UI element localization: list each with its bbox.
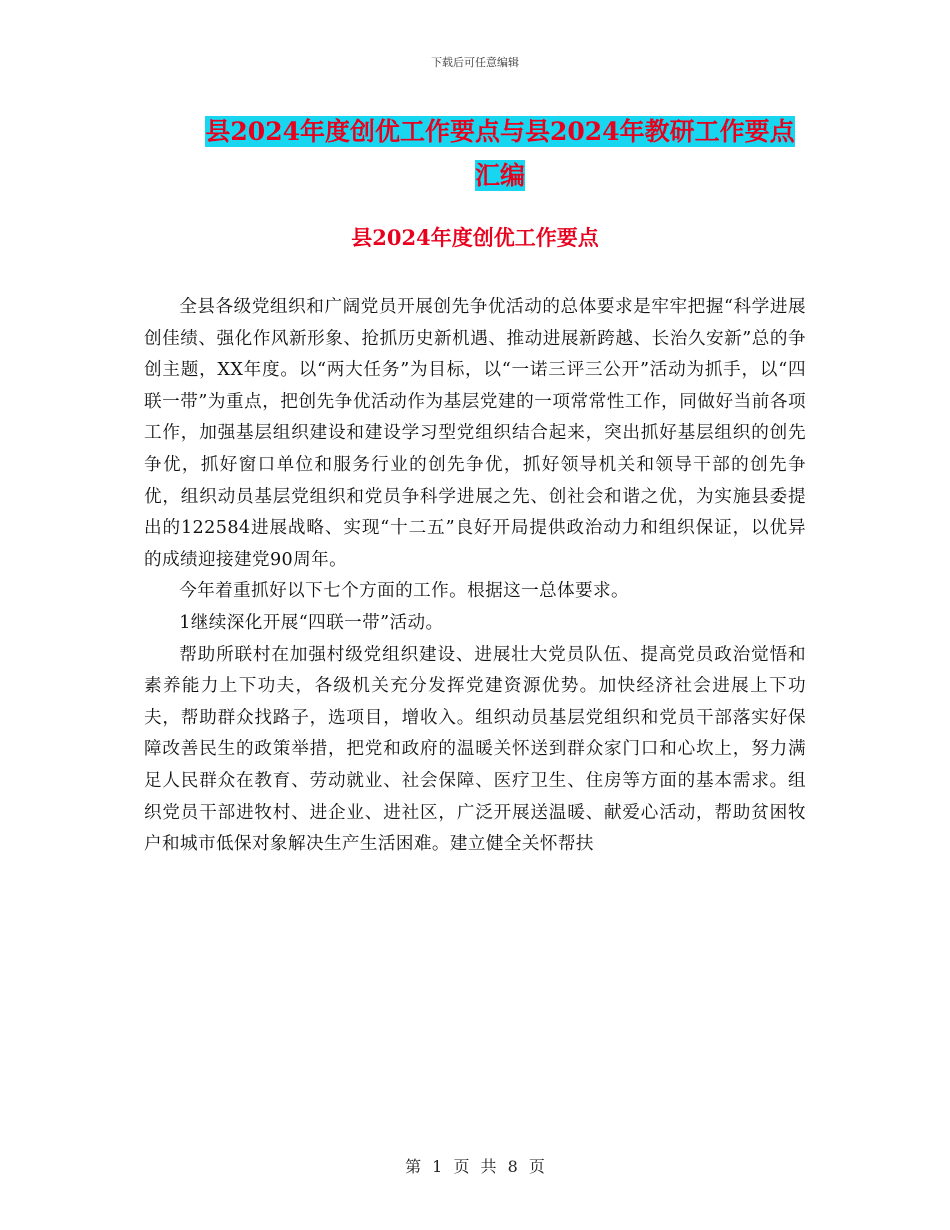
paragraph: 1继续深化开展“四联一带”活动。 (179, 612, 444, 633)
paragraph: 帮助所联村在加强村级党组织建设、进展壮大党员队伍、提高党员政治觉悟和素养能力上下功夫，各级机关充分发挥党建资源优势。加快经济社会进展上下功夫，帮助群众找路子，选项目，增收入。组织动员基层党组织和党员干部落实好保障改善民生的政策举措，把党和政府的温暖关怀送到群众家门口和心坎上，努力满足人民群众在教育、劳动就业、社会保障、医疗卫生、住房等方面的基本需求。组织党员干部进牧村、进企业、进社区，广泛开展送温暖、献爱心活动，帮助贫困牧户和城市低保对象解决生产生活困难。建立健全关怀帮扶 (144, 644, 806, 855)
document-title-line-1: 县2024年度创优工作要点与县2024年教研工作要点 (205, 117, 795, 146)
page-header-note: 下载后可任意编辑 (431, 56, 519, 69)
section-title: 县2024年度创优工作要点 (351, 225, 599, 250)
paragraph: 今年着重抓好以下七个方面的工作。根据这一总体要求。 (179, 581, 630, 602)
paragraph: 全县各级党组织和广阔党员开展创先争优活动的总体要求是牢牢把握“科学进展创佳绩、强化作风新形象、抢抓历史新机遇、推动进展新跨越、长治久安新”总的争创主题，XX年度。以“两大任务”为目标，以“一诺三评三公开”活动为抓手，以“四联一带”为重点，把创先争优活动作为基层党建的一项常常性工作，同做好当前各项工作，加强基层组织建设和建设学习型党组织结合起来，突出抓好基层组织的创先争优，抓好窗口单位和服务行业的创先争优，抓好领导机关和领导干部的创先争优，组织动员基层党组织和党员争科学进展之先、创社会和谐之优，为实施县委提出的122584进展战略、实现“十二五”良好开局提供政治动力和组织保证，以优异的成绩迎接建党90周年。 (144, 297, 806, 570)
document-title (140, 110, 860, 198)
document-body (144, 292, 806, 861)
document-title-line-2: 汇编 (474, 161, 525, 190)
page-footer: 第 1 页 共 8 页 (405, 1157, 545, 1176)
